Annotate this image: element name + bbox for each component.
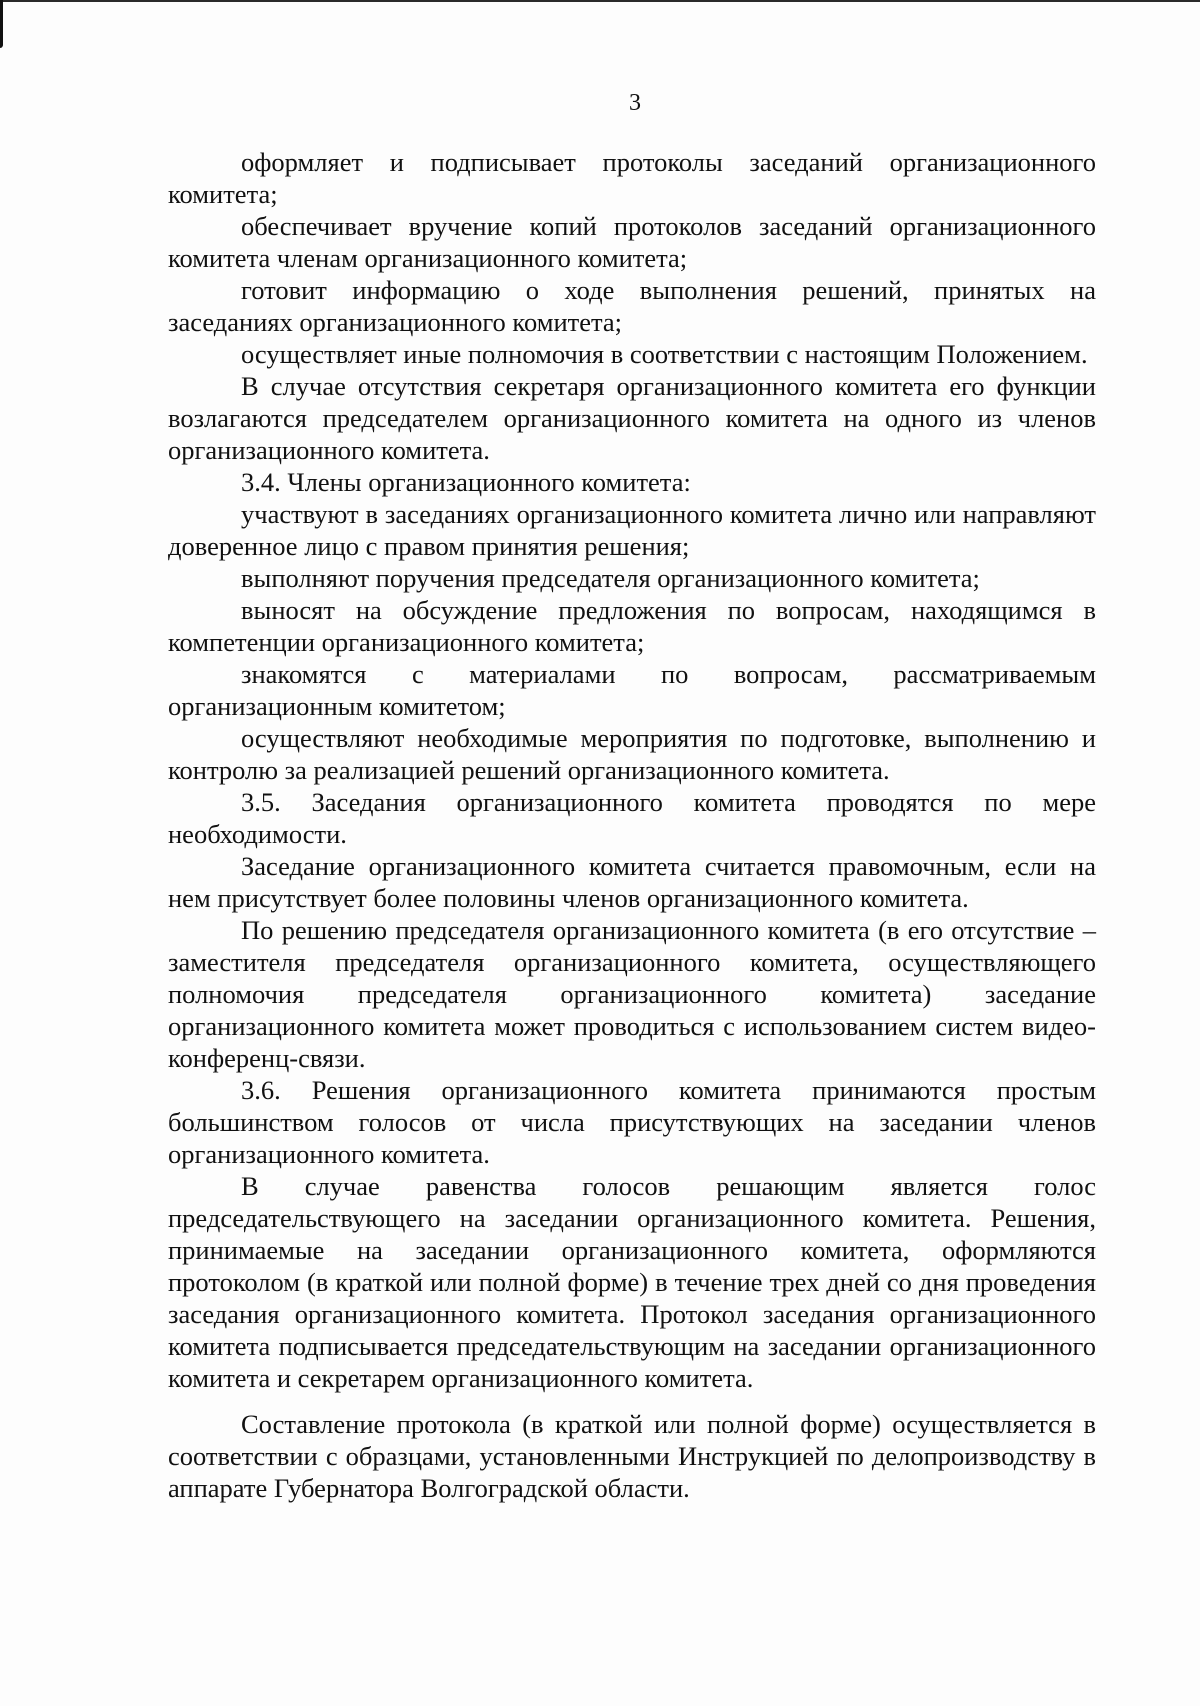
paragraph-12: 3.5. Заседания организационного комитета проводятся по мере необходимости. (168, 787, 1096, 849)
paragraph-10: знакомятся с материалами по вопросам, рассматриваемым организационным комитетом; (168, 659, 1096, 721)
scan-edge-left (0, 0, 3, 48)
paragraph-16: В случае равенства голосов решающим является голос председательствующего на заседании организационного комитета. Решения, принимаемые на заседании организационного комитета, оформляются протоколом (в краткой или полной форме) в течение трех дней со дня проведения заседания организационного комитета. Протокол заседания организационного комитета подписывается председательствующим на заседании организационного комитета и секретарем организационного комитета. (168, 1171, 1096, 1393)
paragraph-14: По решению председателя организационного комитета (в его отсутствие – заместителя председателя организационного комитета, осуществляющего полномочия председателя организационного комитета) заседание организационного комитета может проводиться с использованием систем видео-конференц-связи. (168, 915, 1096, 1073)
scan-edge-top (0, 0, 1200, 2)
paragraph-8: выполняют поручения председателя организационного комитета; (241, 563, 980, 593)
paragraph-15: 3.6. Решения организационного комитета принимаются простым большинством голосов от числа присутствующих на заседании членов организационного комитета. (168, 1075, 1096, 1169)
paragraph-11: осуществляют необходимые мероприятия по подготовке, выполнению и контролю за реализацией решений организационного комитета. (168, 723, 1096, 785)
paragraph-13: Заседание организационного комитета считается правомочным, если на нем присутствует более половины членов организационного комитета. (168, 851, 1096, 913)
paragraph-2: обеспечивает вручение копий протоколов заседаний организационного комитета членам организационного комитета; (168, 211, 1096, 273)
paragraph-5: В случае отсутствия секретаря организационного комитета его функции возлагаются председателем организационного комитета на одного из членов организационного комитета. (168, 371, 1096, 465)
page-number: 3 (629, 90, 641, 116)
paragraph-9: выносят на обсуждение предложения по вопросам, находящимся в компетенции организационного комитета; (168, 595, 1096, 657)
document-body (168, 146, 1096, 1504)
paragraph-6: 3.4. Члены организационного комитета: (241, 467, 691, 497)
paragraph-1: оформляет и подписывает протоколы заседаний организационного комитета; (168, 147, 1096, 209)
paragraph-7: участвуют в заседаниях организационного комитета лично или направляют доверенное лицо с правом принятия решения; (168, 499, 1096, 561)
paragraph-3: готовит информацию о ходе выполнения решений, принятых на заседаниях организационного комитета; (168, 275, 1096, 337)
paragraph-4: осуществляет иные полномочия в соответствии с настоящим Положением. (241, 339, 1088, 369)
paragraph-17: Составление протокола (в краткой или полной форме) осуществляется в соответствии с образцами, установленными Инструкцией по делопроизводству в аппарате Губернатора Волгоградской области. (168, 1409, 1096, 1503)
